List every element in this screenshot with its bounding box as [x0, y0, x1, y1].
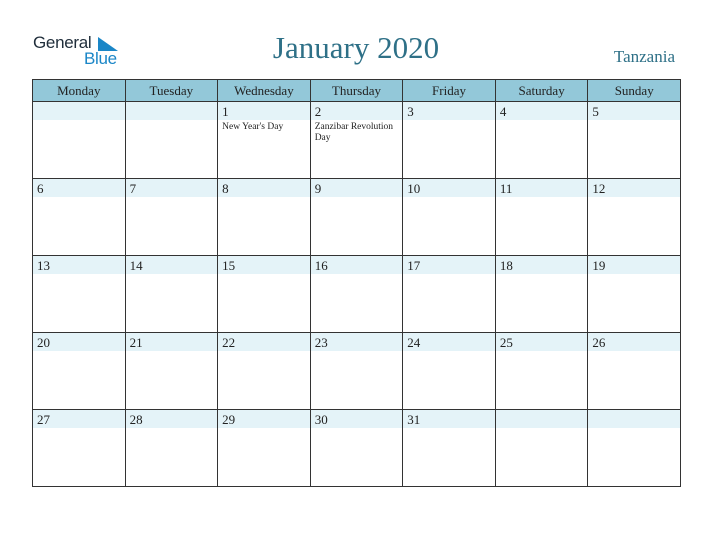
day-band: [126, 179, 218, 197]
weekday-header: Wednesday: [218, 80, 311, 102]
day-cell: [403, 333, 496, 410]
day-number: 6: [37, 181, 44, 196]
week-row: [33, 256, 681, 333]
day-cell: [218, 256, 311, 333]
day-cell: [588, 179, 681, 256]
day-band: [496, 410, 588, 428]
day-number: 10: [407, 181, 421, 196]
day-number: 16: [314, 258, 328, 273]
day-number: 22: [222, 335, 236, 350]
day-number: 28: [129, 412, 143, 427]
day-cell: [310, 333, 403, 410]
day-number: 19: [592, 258, 606, 273]
day-cell: [495, 179, 588, 256]
weekday-header-row: [33, 80, 681, 102]
day-cell: [403, 102, 496, 179]
logo-text-general: General: [33, 33, 92, 52]
day-cell: [218, 179, 311, 256]
day-cell: [125, 179, 218, 256]
day-cell: [310, 102, 403, 179]
day-number: 17: [407, 258, 421, 273]
day-band: [588, 102, 680, 120]
day-band: [33, 179, 125, 197]
day-number: 11: [499, 181, 513, 196]
week-row: [33, 179, 681, 256]
day-number: 4: [499, 104, 507, 119]
day-cell: [310, 410, 403, 487]
day-number: 3: [407, 104, 414, 119]
country-label: Tanzania: [613, 47, 675, 66]
weekday-header: Friday: [403, 80, 496, 102]
day-number: 15: [222, 258, 236, 273]
day-cell: [403, 179, 496, 256]
day-number: 9: [314, 181, 322, 196]
day-band: [218, 102, 310, 120]
day-cell: [588, 256, 681, 333]
day-cell: [310, 256, 403, 333]
day-number: 2: [314, 104, 322, 119]
day-cell: [495, 256, 588, 333]
week-row: [33, 333, 681, 410]
day-cell: [588, 102, 681, 179]
day-number: 30: [314, 412, 328, 427]
day-number: 27: [37, 412, 50, 427]
day-number: 5: [592, 104, 599, 119]
day-number: 25: [499, 335, 513, 350]
day-cell: [403, 410, 496, 487]
day-cell: [33, 179, 126, 256]
day-band: [311, 102, 403, 120]
day-number: 7: [129, 181, 137, 196]
day-cell: [310, 179, 403, 256]
day-cell: [218, 410, 311, 487]
day-cell: [495, 333, 588, 410]
day-cell: [33, 256, 126, 333]
day-number: 1: [222, 104, 229, 119]
weekday-header: Thursday: [310, 80, 403, 102]
week-row: [33, 410, 681, 487]
day-band: [311, 179, 403, 197]
day-band: [588, 410, 680, 428]
day-band: [403, 102, 495, 120]
weekday-header: Tuesday: [125, 80, 218, 102]
weekday-header: Sunday: [588, 80, 681, 102]
weekday-header: Monday: [33, 80, 126, 102]
day-cell: [588, 333, 681, 410]
day-cell: [495, 102, 588, 179]
day-cell: [218, 102, 311, 179]
day-number: 8: [222, 181, 229, 196]
day-number: 24: [407, 335, 421, 350]
day-cell: [125, 333, 218, 410]
day-cell: [218, 333, 311, 410]
day-number: 20: [37, 335, 50, 350]
day-band: [218, 179, 310, 197]
day-cell: [125, 256, 218, 333]
holiday-label: Zanzibar Revolution Day: [314, 122, 394, 143]
holiday-label: New Year's Day: [222, 122, 284, 132]
day-band: [126, 102, 218, 120]
day-cell: [33, 102, 126, 179]
day-cell: [33, 333, 126, 410]
day-band: [496, 102, 588, 120]
day-number: 18: [499, 258, 513, 273]
day-cell: [125, 410, 218, 487]
day-number: 12: [592, 181, 606, 196]
day-number: 29: [222, 412, 236, 427]
page-title: January 2020: [272, 30, 440, 65]
calendar-grid: [32, 79, 681, 487]
logo-text-blue: Blue: [84, 49, 117, 68]
day-number: 13: [37, 258, 50, 273]
day-number: 14: [129, 258, 143, 273]
day-number: 31: [407, 412, 421, 427]
day-cell: [403, 256, 496, 333]
day-number: 26: [592, 335, 606, 350]
week-row: [33, 102, 681, 179]
day-number: 21: [129, 335, 143, 350]
day-band: [33, 102, 125, 120]
day-cell: [588, 410, 681, 487]
weekday-header: Saturday: [495, 80, 588, 102]
day-cell: [125, 102, 218, 179]
day-number: 23: [314, 335, 328, 350]
day-cell: [495, 410, 588, 487]
day-cell: [33, 410, 126, 487]
